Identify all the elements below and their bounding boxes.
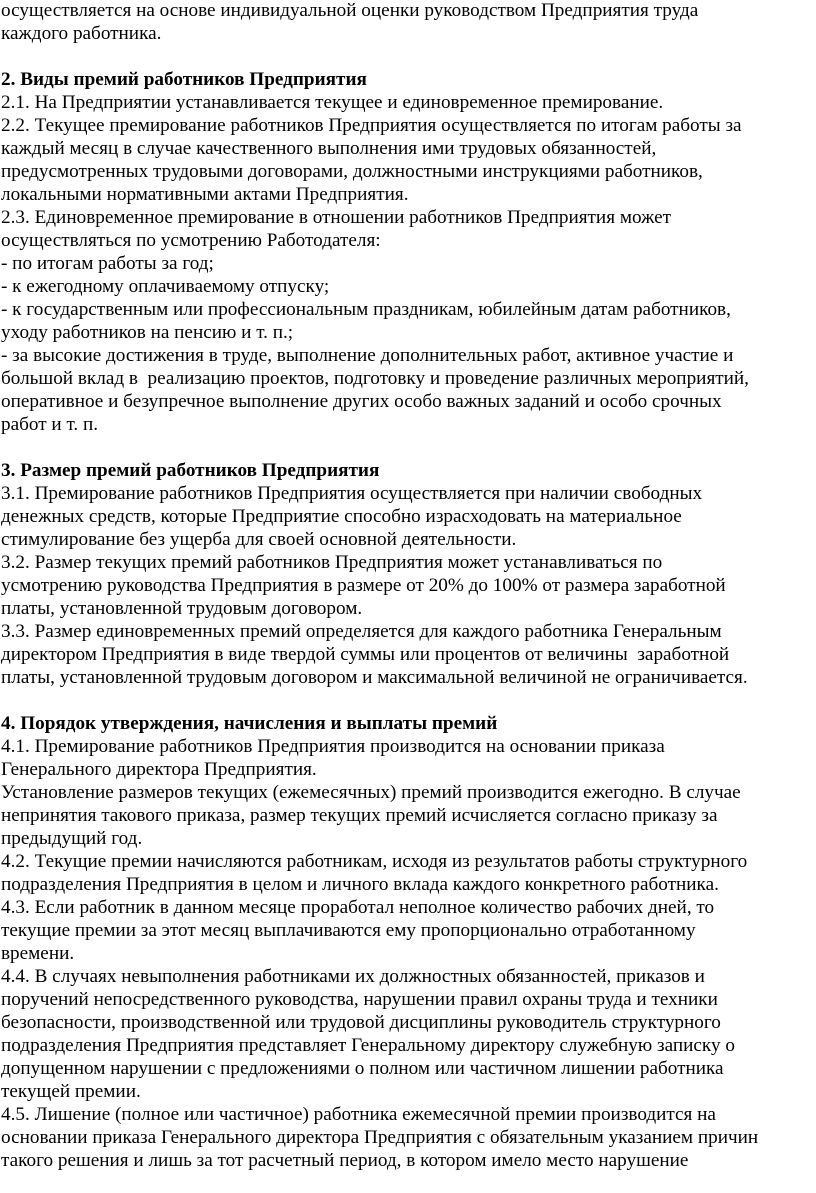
document-text [1,0,813,1172]
text-line: работ и т. п. [1,414,99,435]
text-line: большой вклад в реализацию проектов, подготовку и проведение различных мероприятий, [1,368,749,389]
section-heading: 4. Порядок утверждения, начисления и выплаты премий [1,713,498,734]
text-line: 4.2. Текущие премии начисляются работникам, исходя из результатов работы структурного [1,851,748,872]
list-item: - по итогам работы за год; [1,253,214,274]
text-line: такого решения и лишь за тот расчетный период, в котором имело место нарушение [1,1150,689,1171]
text-line: основании приказа Генерального директора Предприятия с обязательным указанием причин [1,1127,759,1148]
text-line: 3.3. Размер единовременных премий определяется для каждого работника Генеральным [1,621,722,642]
text-line: текущей премии. [1,1081,141,1102]
text-line: Установление размеров текущих (ежемесячных) премий производится ежегодно. В случае [1,782,741,803]
list-item: - к государственным или профессиональным праздникам, юбилейным датам работников, [1,299,731,320]
blank-line [1,436,813,459]
text-line: 2.2. Текущее премирование работников Предприятия осуществляется по итогам работы за [1,115,742,136]
text-line: безопасности, производственной или трудовой дисциплины руководитель структурного [1,1012,721,1033]
text-line: предыдущий год. [1,828,143,849]
text-line: подразделения Предприятия в целом и личного вклада каждого конкретного работника. [1,874,719,895]
text-line: предусмотренных трудовыми договорами, должностными инструкциями работников, [1,161,703,182]
text-line: 3.1. Премирование работников Предприятия осуществляется при наличии свободных [1,483,703,504]
text-line: 4.4. В случаях невыполнения работниками их должностных обязанностей, приказов и [1,966,705,987]
text-line: Генерального директора Предприятия. [1,759,317,780]
list-item: - к ежегодному оплачиваемому отпуску; [1,276,330,297]
text-line: стимулирование без ущерба для своей основной деятельности. [1,529,517,550]
section-heading: 3. Размер премий работников Предприятия [1,460,380,481]
text-line: 4.5. Лишение (полное или частичное) работника ежемесячной премии производится на [1,1104,716,1125]
blank-line [1,45,813,68]
text-line: уходу работников на пенсию и т. п.; [1,322,294,343]
text-line: платы, установленной трудовым договором и максимальной величиной не ограничивается. [1,667,748,688]
text-line: платы, установленной трудовым договором. [1,598,363,619]
text-line: локальными нормативными актами Предприятия. [1,184,409,205]
text-line: осуществляется на основе индивидуальной оценки руководством Предприятия труда [1,0,699,21]
text-line: текущие премии за этот месяц выплачиваются ему пропорционально отработанному [1,920,696,941]
list-item: - за высокие достижения в труде, выполнение дополнительных работ, активное участие и [1,345,734,366]
text-line: непринятия такового приказа, размер текущих премий исчисляется согласно приказу за [1,805,718,826]
text-line: подразделения Предприятия представляет Генеральному директору служебную записку о [1,1035,735,1056]
text-line: оперативное и безупречное выполнение других особо важных заданий и особо срочных [1,391,722,412]
text-line: 4.1. Премирование работников Предприятия производится на основании приказа [1,736,665,757]
text-line: усмотрению руководства Предприятия в размере от 20% до 100% от размера заработной [1,575,726,596]
text-line: времени. [1,943,75,964]
text-line: 2.3. Единовременное премирование в отношении работников Предприятия может [1,207,671,228]
blank-line [1,689,813,712]
text-line: директором Предприятия в виде твердой суммы или процентов от величины заработной [1,644,730,665]
text-line: 4.3. Если работник в данном месяце проработал неполное количество рабочих дней, то [1,897,715,918]
text-line: 2.1. На Предприятии устанавливается текущее и единовременное премирование. [1,92,664,113]
text-line: каждый месяц в случае качественного выполнения ими трудовых обязанностей, [1,138,657,159]
section-heading: 2. Виды премий работников Предприятия [1,69,367,90]
text-line: 3.2. Размер текущих премий работников Предприятия может устанавливаться по [1,552,663,573]
text-line: осуществляться по усмотрению Работодателя: [1,230,381,251]
text-line: поручений непосредственного руководства, нарушении правил охраны труда и техники [1,989,718,1010]
text-line: каждого работника. [1,23,162,44]
text-line: допущенном нарушении с предложениями о полном или частичном лишении работника [1,1058,724,1079]
text-line: денежных средств, которые Предприятие способно израсходовать на материальное [1,506,682,527]
